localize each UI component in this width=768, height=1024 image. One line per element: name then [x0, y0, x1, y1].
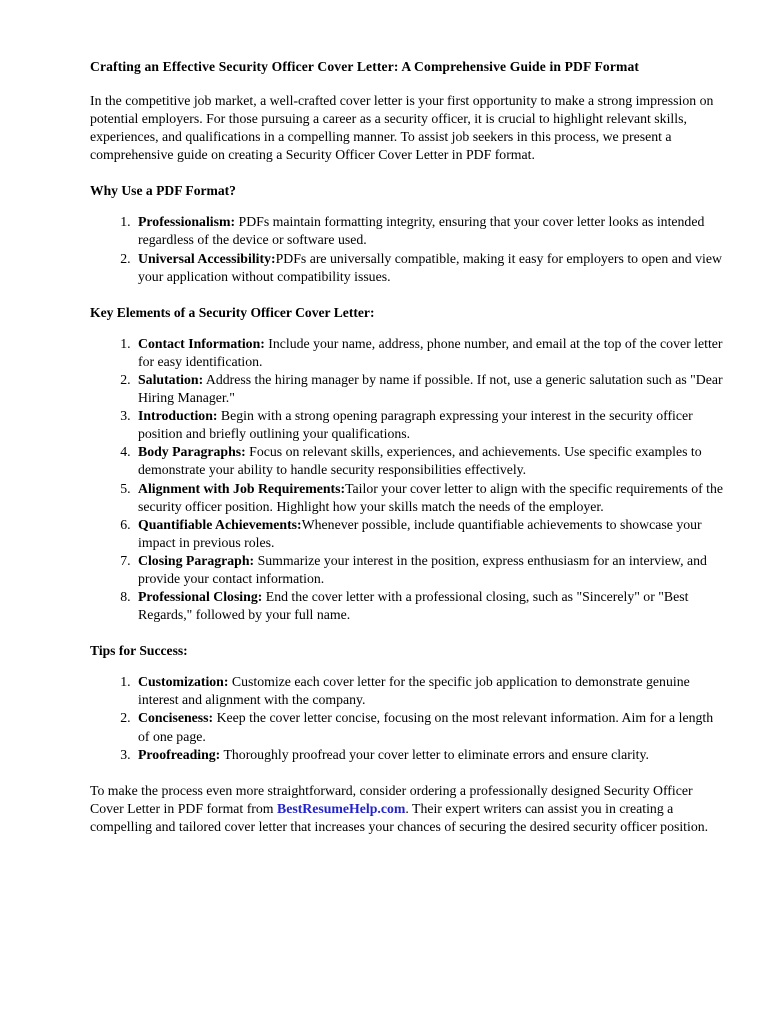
list-item-term: Alignment with Job Requirements:: [138, 480, 346, 496]
list-item-term: Professionalism:: [138, 214, 236, 230]
list-item: [134, 709, 724, 745]
closing-paragraph: [90, 782, 724, 836]
list-item-term: Quantifiable Achievements:: [138, 516, 302, 532]
list-item: [134, 371, 724, 407]
closing-text-before-link: To make the process even more straightforward, consider ordering a professionally designed Security Officer Cover Letter in PDF format from: [90, 782, 693, 816]
list-key-elements: [90, 335, 724, 625]
list-item: [134, 335, 724, 371]
list-item-text: Focus on relevant skills, experiences, and achievements. Use specific examples to demonstrate your ability to handle security responsibilities effectively.: [138, 444, 702, 478]
list-item: [134, 552, 724, 588]
list-tips-for-success: [90, 673, 724, 763]
section-heading-key-elements: Key Elements of a Security Officer Cover Letter:: [90, 304, 375, 320]
list-item: [134, 250, 724, 286]
list-item: [134, 673, 724, 709]
list-item: [134, 407, 724, 443]
list-item-text: Customize each cover letter for the specific job application to demonstrate genuine interest and alignment with the company.: [138, 674, 690, 708]
section-heading-why-use-pdf: Why Use a PDF Format?: [90, 183, 236, 199]
list-item-text: Summarize your interest in the position, express enthusiasm for an interview, and provide your contact information.: [138, 552, 707, 586]
list-item-text: Include your name, address, phone number, and email at the top of the cover letter for easy identification.: [138, 335, 723, 369]
list-item: [134, 443, 724, 479]
list-item: [134, 516, 724, 552]
list-item-term: Proofreading:: [138, 746, 221, 762]
list-item-term: Contact Information:: [138, 335, 265, 351]
intro-paragraph: In the competitive job market, a well-crafted cover letter is your first opportunity to make a strong impression on potential employers. For those pursuing a career as a security officer, it is crucial to highlight relevant skills, experiences, and qualifications in a compelling manner. To assist job seekers in this process, we present a comprehensive guide on creating a Security Officer Cover Letter in PDF format.: [90, 93, 714, 163]
list-item: [134, 746, 724, 764]
list-item-term: Salutation:: [138, 371, 204, 387]
list-item-text: Address the hiring manager by name if possible. If not, use a generic salutation such as "Dear Hiring Manager.": [138, 371, 723, 406]
section-heading-tips-for-success: Tips for Success:: [90, 643, 188, 659]
list-item-text: PDFs maintain formatting integrity, ensuring that your cover letter looks as intended regardless of the device or software used.: [138, 214, 705, 248]
list-item-term: Customization:: [138, 674, 229, 690]
list-item-term: Professional Closing:: [138, 589, 263, 605]
list-item-text: PDFs are universally compatible, making it easy for employers to open and view your application without compatibility issues.: [138, 250, 722, 284]
closing-text-after-link: . Their expert writers can assist you in creating a compelling and tailored cover letter that increases your chances of securing the desired security officer position.: [90, 800, 709, 834]
list-item-term: Conciseness:: [138, 710, 214, 726]
list-item-text: Begin with a strong opening paragraph expressing your interest in the security officer position and briefly outlining your qualifications.: [138, 408, 693, 442]
list-item-term: Universal Accessibility:: [138, 250, 276, 266]
list-item-term: Introduction:: [138, 408, 218, 424]
list-item-term: Body Paragraphs:: [138, 444, 246, 460]
list-item-text: Whenever possible, include quantifiable achievements to showcase your impact in previous roles.: [138, 516, 702, 550]
bestresumehelp-link[interactable]: BestResumeHelp.com: [277, 800, 406, 816]
list-item-text: Tailor your cover letter to align with the specific requirements of the security officer position. Highlight how your skills match the needs of the employer.: [138, 480, 724, 514]
list-item-term: Closing Paragraph:: [138, 552, 255, 568]
list-item-text: Thoroughly proofread your cover letter to eliminate errors and ensure clarity.: [220, 746, 649, 762]
document-title: Crafting an Effective Security Officer Cover Letter: A Comprehensive Guide in PDF Format: [90, 59, 640, 74]
list-item: [134, 588, 724, 624]
list-item: [134, 480, 724, 516]
list-item-text: End the cover letter with a professional closing, such as "Sincerely" or "Best Regards," followed by your full name.: [138, 589, 689, 623]
list-item: [134, 213, 724, 249]
document-content: [90, 58, 724, 854]
list-item-text: Keep the cover letter concise, focusing on the most relevant information. Aim for a length of one page.: [138, 710, 714, 744]
list-why-use-pdf: [90, 213, 724, 285]
